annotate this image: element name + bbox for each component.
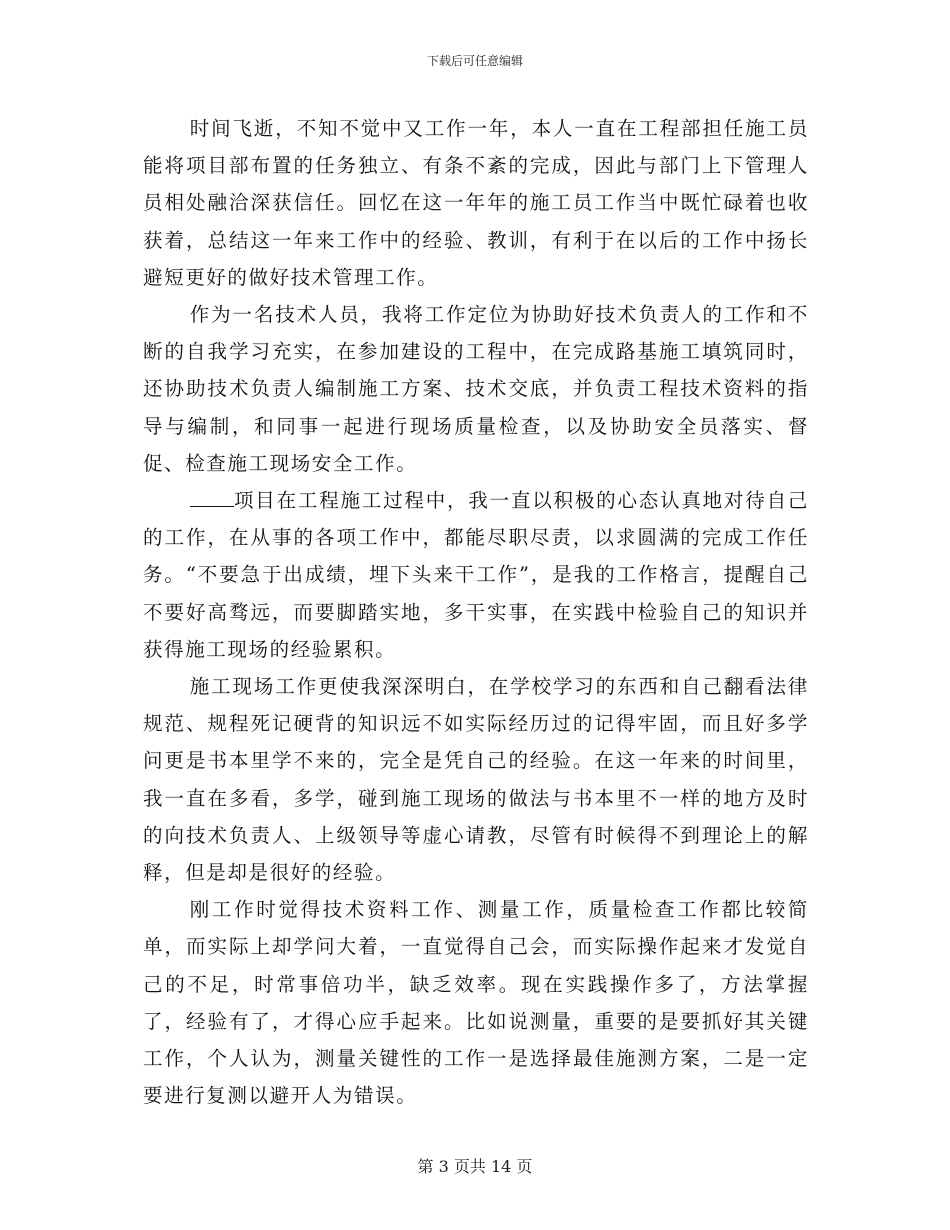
paragraph-3 [143, 482, 809, 668]
document-body [143, 110, 809, 1114]
fill-in-blank [190, 487, 234, 507]
paragraph-2: 作为一名技术人员，我将工作定位为协助好技术负责人的工作和不断的自我学习充实，在参加建设的工程中，在完成路基施工填筑同时，还协助技术负责人编制施工方案、技术交底，并负责工程技术资料的指导与编制，和同事一起进行现场质量检查，以及协助安全员落实、督促、检查施工现场安全工作。 [143, 303, 809, 475]
page-header: 下载后可任意编辑 [426, 54, 523, 68]
page-number-footer: 第 3 页共 14 页 [417, 1157, 533, 1176]
paragraph-5: 刚工作时觉得技术资料工作、测量工作，质量检查工作都比较简单，而实际上却学问大着，一直觉得自己会，而实际操作起来才发觉自己的不足，时常事倍功半，缺乏效率。现在实践操作多了，方法掌握了，经验有了，才得心应手起来。比如说测量，重要的是要抓好其关键工作，个人认为，测量关键性的工作一是选择最佳施测方案，二是一定要进行复测以避开人为错误。 [143, 898, 809, 1108]
paragraph-3-text: 项目在工程施工过程中，我一直以积极的心态认真地对待自己的工作，在从事的各项工作中，都能尽职尽责，以求圆满的完成工作任务。“不要急于出成绩，埋下头来干工作”，是我的工作格言，提醒自己不要好高骛远，而要脚踏实地，多干实事，在实践中检验自己的知识并获得施工现场的经验累积。 [143, 489, 809, 661]
paragraph-1: 时间飞逝，不知不觉中又工作一年，本人一直在工程部担任施工员能将项目部布置的任务独立、有条不紊的完成，因此与部门上下管理人员相处融洽深获信任。回忆在这一年年的施工员工作当中既忙碌着也收获着，总结这一年来工作中的经验、教训，有利于在以后的工作中扬长避短更好的做好技术管理工作。 [143, 117, 809, 289]
paragraph-4: 施工现场工作更使我深深明白，在学校学习的东西和自己翻看法律规范、规程死记硬背的知识远不如实际经历过的记得牢固，而且好多学问更是书本里学不来的，完全是凭自己的经验。在这一年来的时间里，我一直在多看，多学，碰到施工现场的做法与书本里不一样的地方及时的向技术负责人、上级领导等虚心请教，尽管有时候得不到理论上的解释，但是却是很好的经验。 [143, 675, 809, 885]
